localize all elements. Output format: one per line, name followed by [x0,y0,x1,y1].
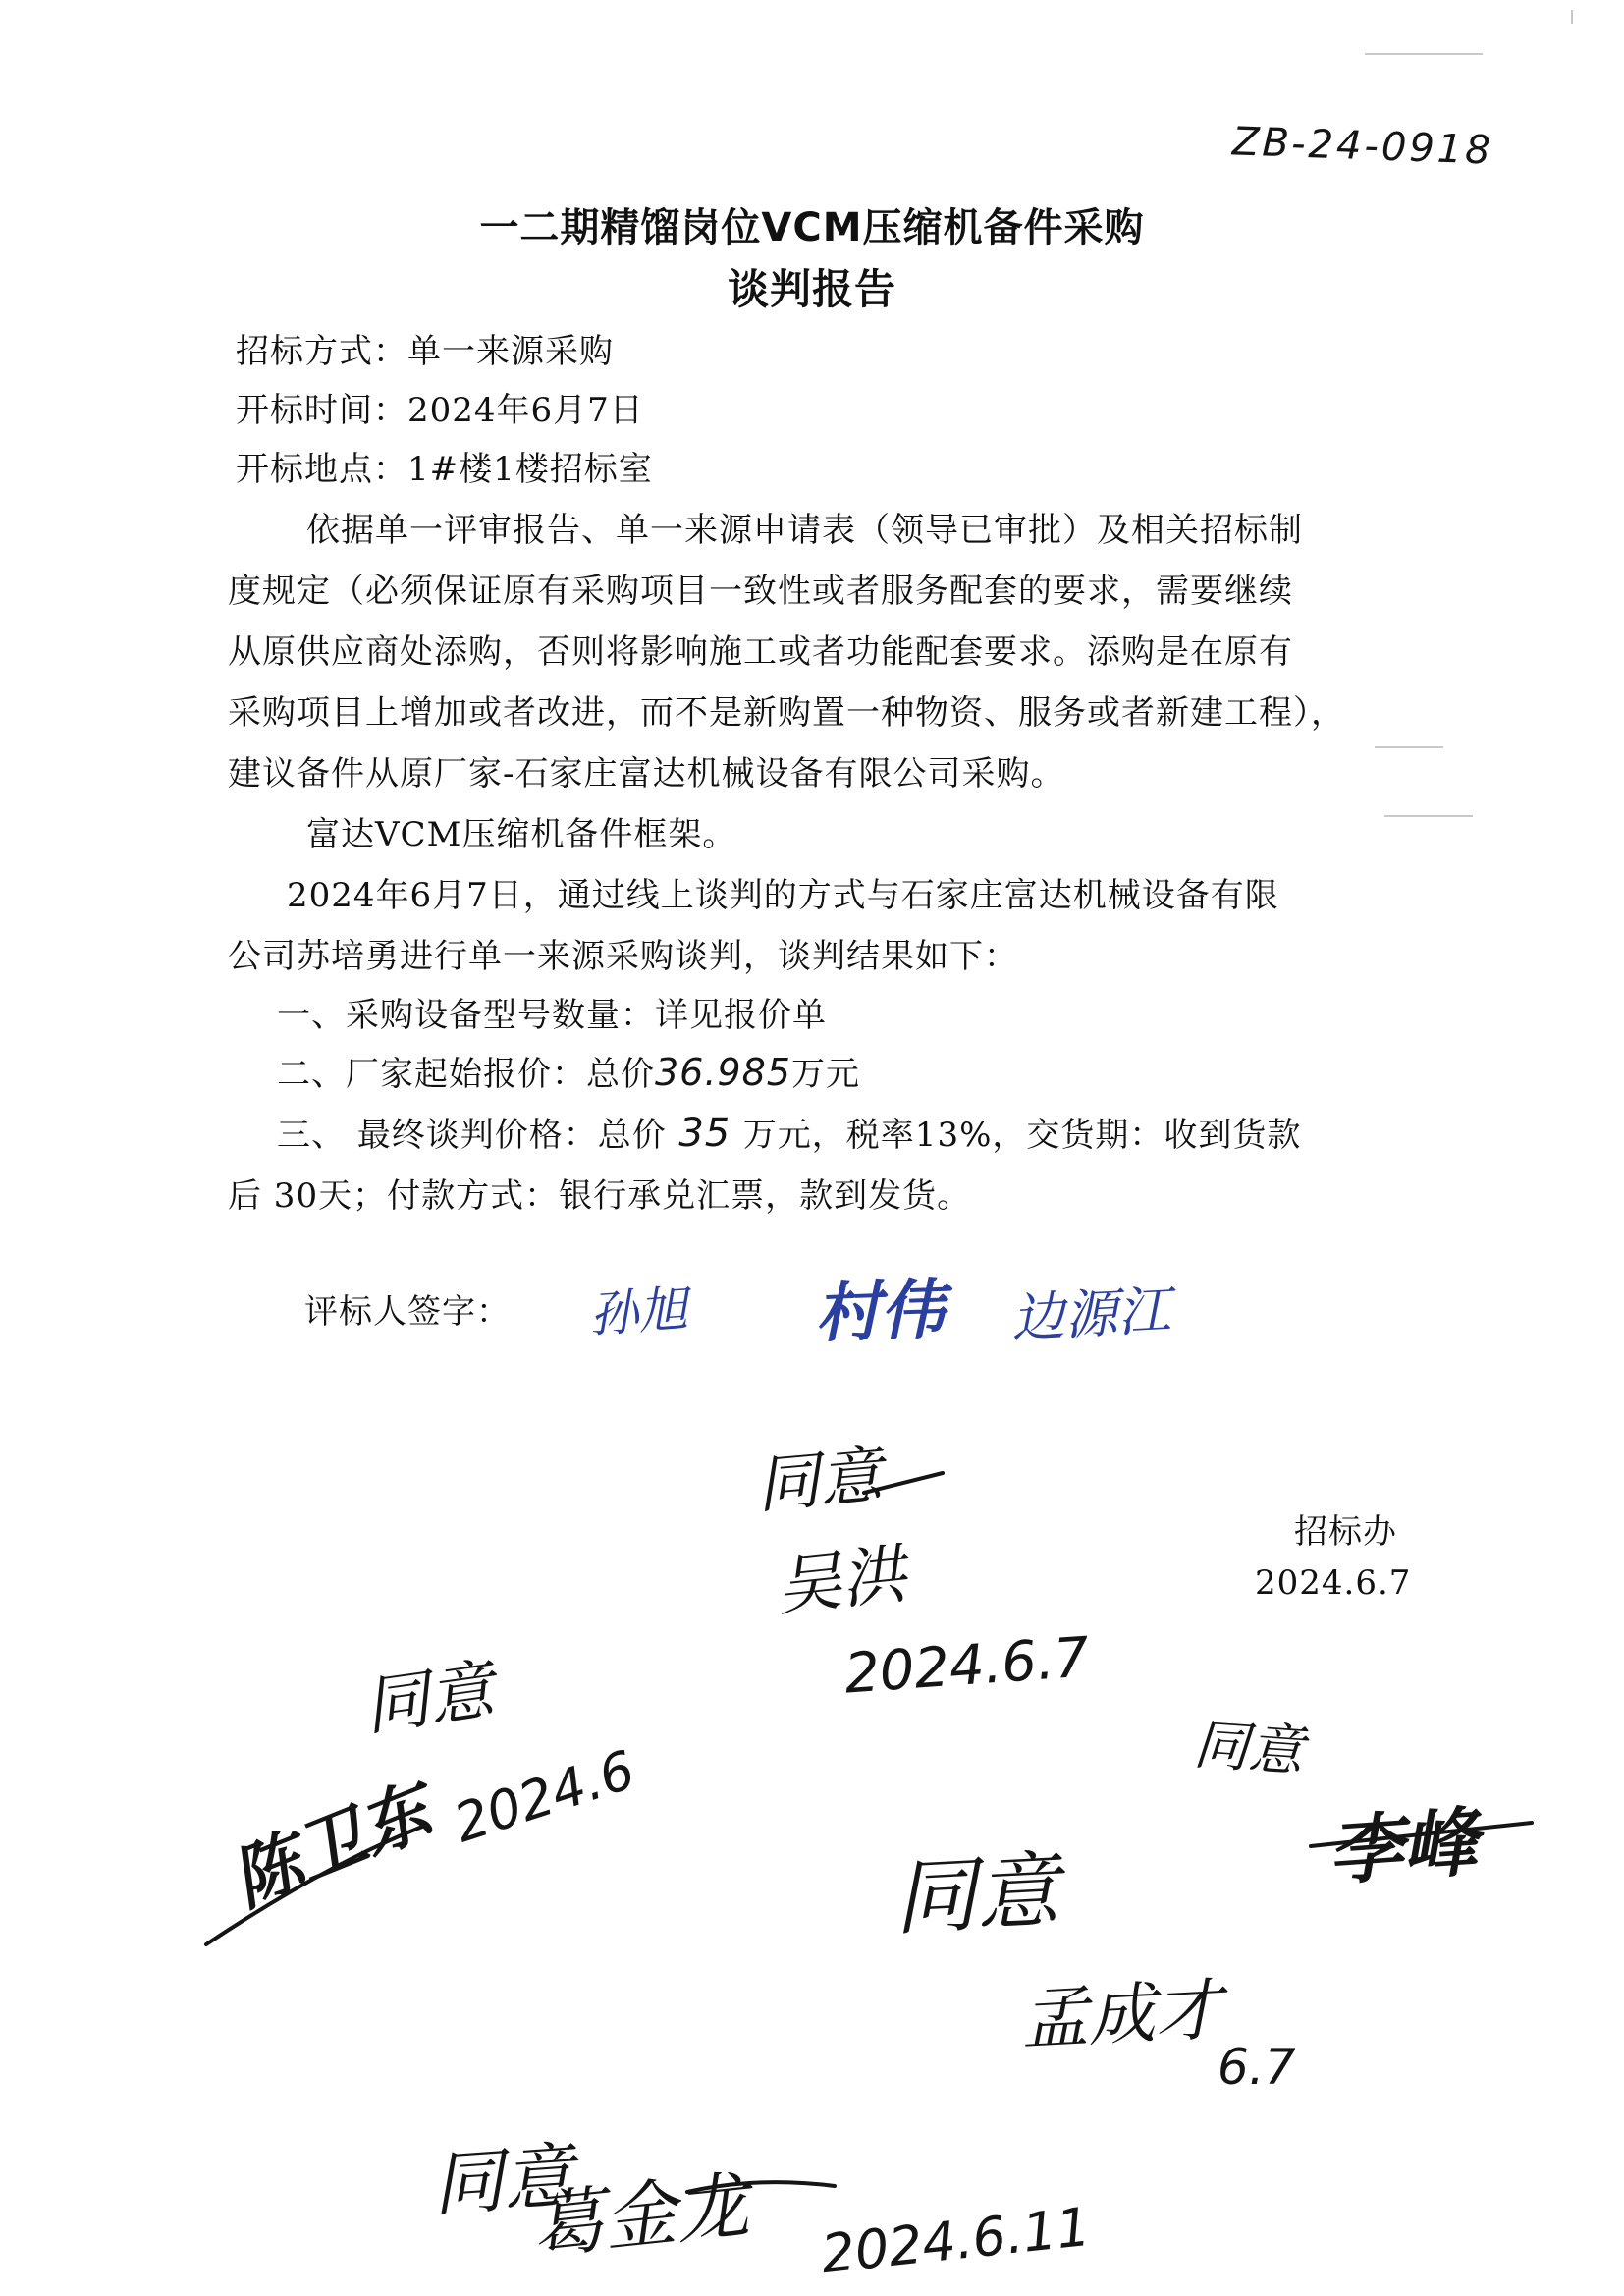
ink-stroke [864,1473,943,1493]
office-date: 2024.6.7 [1255,1563,1412,1603]
item-3-value: 35 [678,1111,731,1156]
item-3-line-2: 后 30天；付款方式：银行承兑汇票，款到发货。 [228,1176,972,1216]
paragraph-1-line-2: 度规定（必须保证原有采购项目一致性或者服务配套的要求，需要继续 [228,572,1293,611]
signature-1: 孙旭 [587,1280,690,1344]
approval-2-date: 2024.6 [446,1738,643,1855]
signature-label: 评标人签字： [304,1292,511,1332]
approval-3-text: 同意 [1191,1713,1306,1784]
ink-stroke [687,2182,835,2192]
item-3-label: 三、 最终谈判价格：总价 [277,1116,667,1155]
approval-2-text: 同意 [359,1652,499,1745]
approval-1-date: 2024.6.7 [842,1625,1092,1707]
bid-place: 开标地点：1#楼1楼招标室 [236,450,653,489]
paragraph-3-line-1: 2024年6月7日，通过线上谈判的方式与石家庄富达机械设备有限 [287,876,1279,915]
page-title: 一二期精馏岗位VCM压缩机备件采购 [479,205,1145,250]
paragraph-2: 富达VCM压缩机备件框架。 [306,815,737,854]
approval-1-name: 吴洪 [772,1536,910,1625]
item-2-label: 二、厂家起始报价：总价 [277,1055,655,1094]
item-1: 一、采购设备型号数量：详见报价单 [277,996,827,1035]
paragraph-1-line-5: 建议备件从原厂家-石家庄富达机械设备有限公司采购。 [228,754,1065,793]
approval-5-text: 同意 [429,2134,577,2226]
approval-4-text: 同意 [891,1841,1061,1947]
signature-3: 边源江 [1009,1279,1172,1350]
approval-5-name: 葛金龙 [526,2162,753,2270]
approval-4-name: 孟成才 [1019,1971,1224,2060]
item-2-value: 36.985 [655,1051,791,1094]
paragraph-3-line-2: 公司苏培勇进行单一来源采购谈判，谈判结果如下： [228,937,1018,976]
page-subtitle: 谈判报告 [727,265,896,313]
signature-2: 村伟 [813,1271,947,1352]
item-2-unit: 万元 [790,1055,860,1094]
approval-2-name: 陈卫东 [220,1770,442,1922]
paragraph-1-line-1: 依据单一评审报告、单一来源申请表（领导已审批）及相关招标制 [306,511,1303,550]
approval-1-text: 同意 [753,1439,886,1523]
ink-stroke [206,1827,422,1944]
item-3-terms: 万元，税率13%，交货期：收到货款 [742,1116,1302,1155]
ink-stroke [1311,1823,1532,1846]
approval-3-name: 李峰 [1325,1797,1481,1896]
document-id: ZB-24-0918 [1231,119,1494,174]
approval-5-date: 2024.6.11 [818,2195,1094,2286]
paragraph-1-line-3: 从原供应商处添购，否则将影响施工或者功能配套要求。添购是在原有 [228,632,1293,672]
bid-time: 开标时间：2024年6月7日 [236,391,644,430]
paragraph-1-line-4: 采购项目上增加或者改进，而不是新购置一种物资、服务或者新建工程）， [228,693,1345,733]
bid-method: 招标方式：单一来源采购 [236,332,614,371]
office-name: 招标办 [1294,1512,1397,1552]
approval-4-date: 6.7 [1218,2039,1296,2096]
